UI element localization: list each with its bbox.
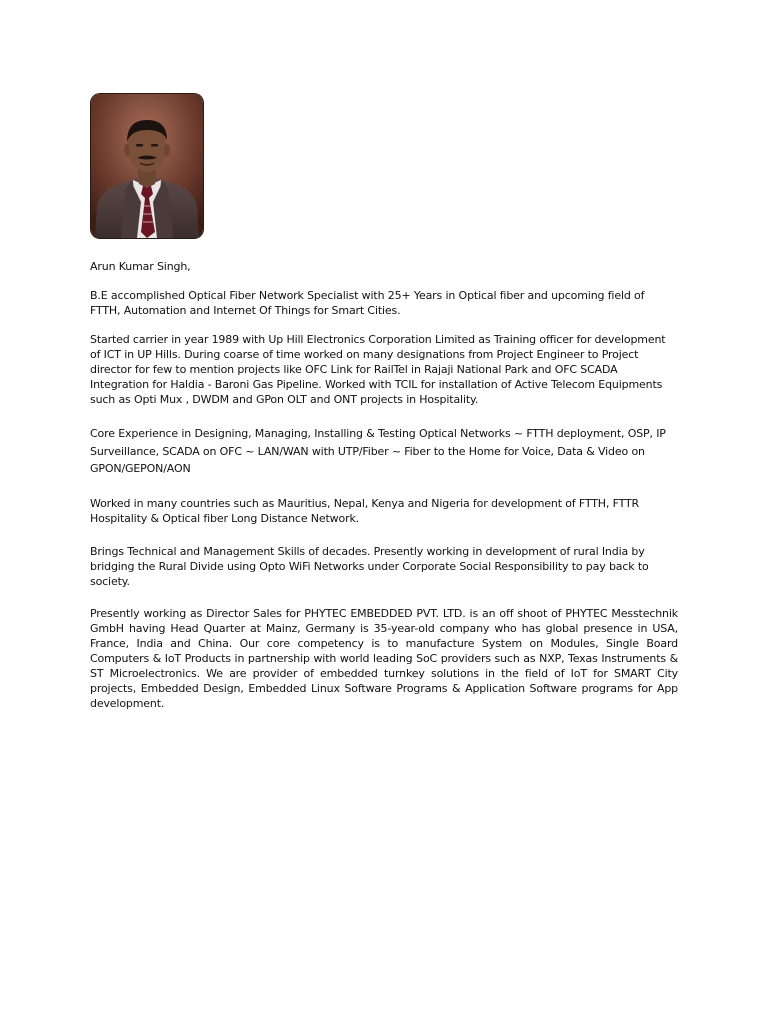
paragraph-core-experience: Core Experience in Designing, Managing, Installing & Testing Optical Networks ~ FTTH deployment, OSP, IP Surveillance, SCADA on OFC ~ LAN/WAN with UTP/Fiber ~ Fiber to the Home for Voice, Data & Video on GPON/GEPON/AON xyxy=(90,427,666,475)
paragraph-current-role: Presently working as Director Sales for PHYTEC EMBEDDED PVT. LTD. is an off shoot of PHYTEC Messtechnik GmbH having Head Quarter at Mainz, Germany is 35-year-old company who has global presence in USA, France, India and China. Our core competency is to manufacture System on Modules, Single Board Computers & IoT Products in partnership with world leading SoC providers such as NXP, Texas Instruments & ST Microelectronics. We are provider of embedded turnkey solutions in the field of IoT for SMART City projects, Embedded Design, Embedded Linux Software Programs & Application Software programs for App development. xyxy=(90,606,678,710)
paragraph-summary: B.E accomplished Optical Fiber Network Specialist with 25+ Years in Optical fiber and upcoming field of FTTH, Automation and Internet Of Things for Smart Cities. xyxy=(90,289,645,317)
paragraph-social-responsibility: Brings Technical and Management Skills of decades. Presently working in development of rural India by bridging the Rural Divide using Opto WiFi Networks under Corporate Social Responsibility to pay back to society. xyxy=(90,544,649,588)
person-name: Arun Kumar Singh, xyxy=(90,260,191,273)
profile-photo-image xyxy=(91,94,203,238)
biography-text xyxy=(90,259,678,711)
paragraph-international-work: Worked in many countries such as Mauritius, Nepal, Kenya and Nigeria for development of FTTH, FTTR Hospitality & Optical fiber Long Distance Network. xyxy=(90,496,640,525)
profile-photo xyxy=(91,94,203,238)
paragraph-career-start: Started carrier in year 1989 with Up Hill Electronics Corporation Limited as Training officer for development of ICT in UP Hills. During coarse of time worked on many designations from Project Engineer to Project director for few to mention projects like OFC Link for RailTel in Rajaji National Park and OFC SCADA Integration for Haldia - Baroni Gas Pipeline. Worked with TCIL for installation of Active Telecom Equipments such as Opti Mux , DWDM and GPon OLT and ONT projects in Hospitality. xyxy=(90,333,666,406)
